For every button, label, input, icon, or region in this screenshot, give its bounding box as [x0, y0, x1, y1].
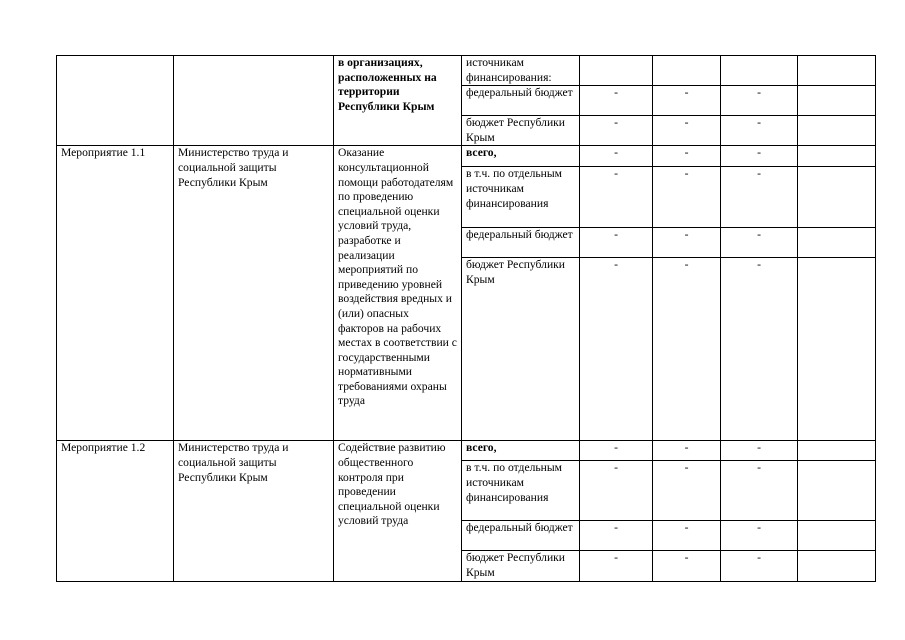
source-cell: бюджет Республики Крым — [462, 258, 580, 441]
value-cell — [798, 56, 876, 86]
value-cell: - — [721, 167, 798, 228]
value-cell: - — [721, 258, 798, 441]
value-cell: - — [580, 146, 653, 167]
description-cell: Оказание консультационной помощи работодателям по проведению специальной оценки условий труда, разработке и реализации мероприятий по приведению уровней воздействия вредных и (или) опасных факторов на рабочих местах в соответствии с государственными нормативными требованиями охраны труда — [334, 146, 462, 441]
value-cell: - — [653, 441, 721, 461]
executor-cell: Министерство труда и социальной защиты Республики Крым — [174, 146, 334, 441]
value-cell: - — [580, 116, 653, 146]
value-cell — [798, 441, 876, 461]
value-cell: - — [653, 86, 721, 116]
source-cell: федеральный бюджет — [462, 228, 580, 258]
value-cell — [798, 146, 876, 167]
source-cell: федеральный бюджет — [462, 86, 580, 116]
value-cell: - — [721, 461, 798, 521]
value-cell — [798, 167, 876, 228]
value-cell: - — [653, 228, 721, 258]
financing-table — [56, 55, 876, 582]
measure-name-cell — [57, 56, 174, 146]
value-cell: - — [580, 258, 653, 441]
source-cell: бюджет Республики Крым — [462, 551, 580, 581]
value-cell: - — [580, 167, 653, 228]
value-cell: - — [721, 521, 798, 551]
value-cell: - — [653, 116, 721, 146]
source-cell: всего, — [462, 441, 580, 461]
value-cell — [653, 56, 721, 86]
value-cell: - — [580, 521, 653, 551]
value-cell: - — [653, 551, 721, 581]
executor-cell — [174, 56, 334, 146]
value-cell — [798, 116, 876, 146]
value-cell — [798, 521, 876, 551]
value-cell: - — [653, 167, 721, 228]
value-cell: - — [721, 551, 798, 581]
value-cell: - — [653, 521, 721, 551]
source-cell: в т.ч. по отдельным источникам финансирования — [462, 461, 580, 521]
value-cell: - — [580, 461, 653, 521]
source-cell: бюджет Республики Крым — [462, 116, 580, 146]
value-cell — [798, 551, 876, 581]
value-cell — [798, 86, 876, 116]
value-cell: - — [721, 441, 798, 461]
value-cell — [798, 258, 876, 441]
value-cell: - — [721, 228, 798, 258]
source-cell: федеральный бюджет — [462, 521, 580, 551]
value-cell: - — [653, 258, 721, 441]
value-cell: - — [721, 116, 798, 146]
value-cell — [721, 56, 798, 86]
value-cell: - — [721, 86, 798, 116]
value-cell: - — [580, 441, 653, 461]
value-cell: - — [653, 146, 721, 167]
description-cell: Содействие развитию общественного контроля при проведении специальной оценки условий труда — [334, 441, 462, 581]
value-cell: - — [580, 228, 653, 258]
value-cell: - — [653, 461, 721, 521]
value-cell — [798, 228, 876, 258]
source-cell: источникам финансирования: — [462, 56, 580, 86]
table-row — [57, 441, 876, 461]
value-cell: - — [721, 146, 798, 167]
executor-cell: Министерство труда и социальной защиты Республики Крым — [174, 441, 334, 581]
value-cell: - — [580, 551, 653, 581]
measure-name-cell: Мероприятие 1.1 — [57, 146, 174, 441]
value-cell — [798, 461, 876, 521]
description-cell: в организациях, расположенных на территории Республики Крым — [334, 56, 462, 146]
source-cell: в т.ч. по отдельным источникам финансирования — [462, 167, 580, 228]
value-cell: - — [580, 86, 653, 116]
table-row — [57, 56, 876, 86]
measure-name-cell: Мероприятие 1.2 — [57, 441, 174, 581]
value-cell — [580, 56, 653, 86]
table-row — [57, 146, 876, 167]
source-cell: всего, — [462, 146, 580, 167]
